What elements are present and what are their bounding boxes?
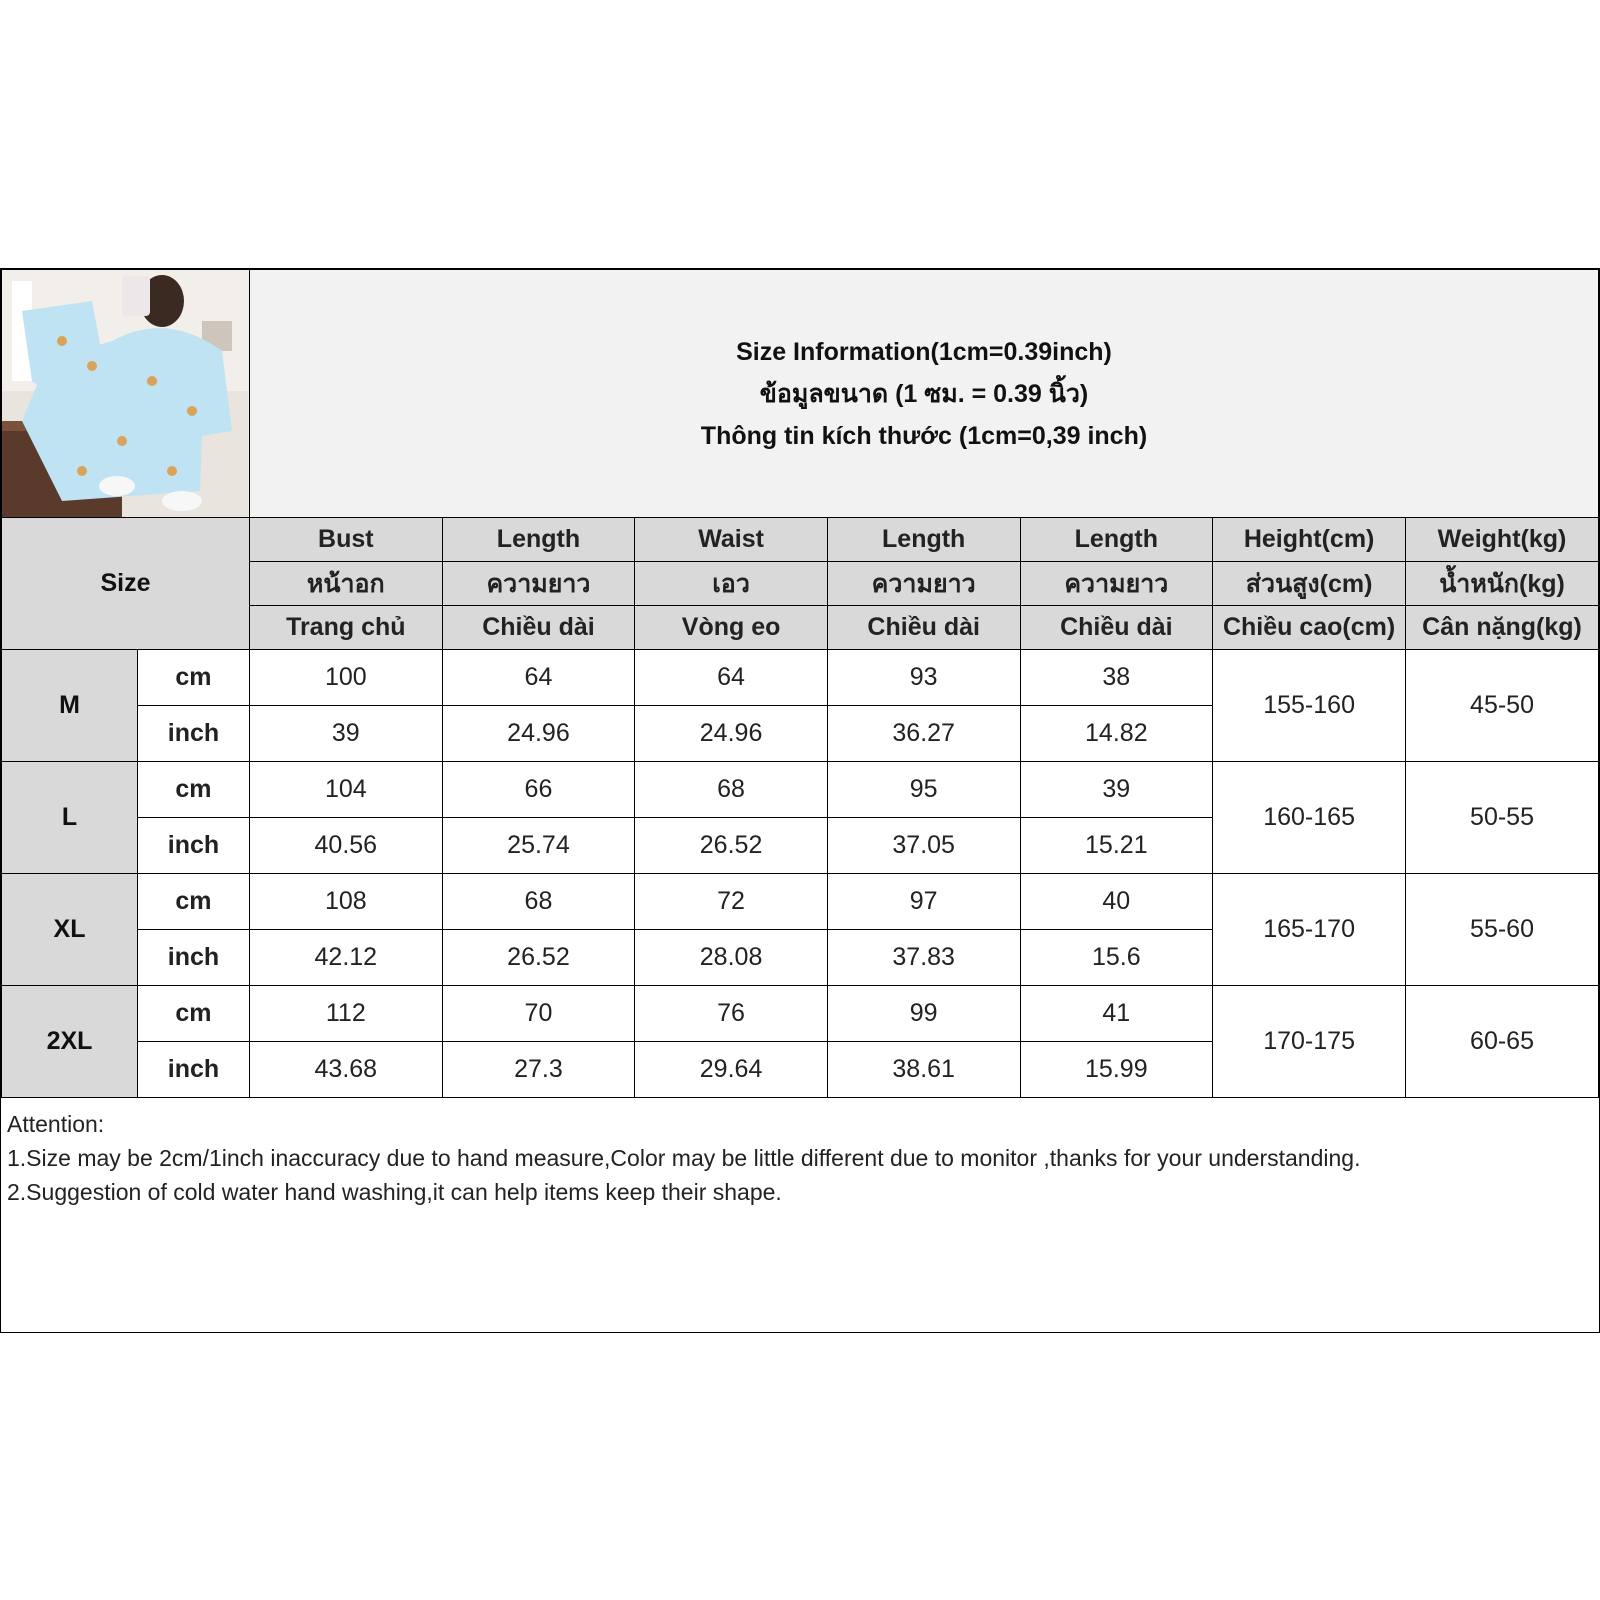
unit-label: inch [137,1042,249,1098]
col-length2-en: Length [827,518,1020,562]
col-length1-en: Length [442,518,635,562]
cell-value: 15.99 [1020,1042,1213,1098]
col-height-th: ส่วนสูง(cm) [1213,562,1406,606]
cell-value: 28.08 [635,930,828,986]
col-weight-th: น้ำหนัก(kg) [1406,562,1599,606]
cell-value: 64 [442,650,635,706]
col-bust-en: Bust [249,518,442,562]
col-waist-vi: Vòng eo [635,606,828,650]
col-length1-vi: Chiều dài [442,606,635,650]
col-weight-en: Weight(kg) [1406,518,1599,562]
size-chart-sheet [0,268,1600,1333]
model-photo-image [2,271,248,517]
unit-label: cm [137,986,249,1042]
table-row [2,986,1599,1042]
cell-value: 104 [249,762,442,818]
cell-value: 97 [827,874,1020,930]
unit-label: cm [137,874,249,930]
cell-value: 43.68 [249,1042,442,1098]
title-vietnamese: Thông tin kích thước (1cm=0,39 inch) [700,421,1148,450]
cell-value: 108 [249,874,442,930]
size-name: L [2,762,138,874]
cell-value: 40 [1020,874,1213,930]
cell-value: 100 [249,650,442,706]
col-length3-en: Length [1020,518,1213,562]
height-range: 155-160 [1213,650,1406,762]
unit-label: inch [137,930,249,986]
cell-value: 36.27 [827,706,1020,762]
cell-value: 26.52 [635,818,828,874]
cell-value: 40.56 [249,818,442,874]
cell-value: 27.3 [442,1042,635,1098]
cell-value: 72 [635,874,828,930]
size-name: M [2,650,138,762]
cell-value: 66 [442,762,635,818]
size-name: XL [2,874,138,986]
col-length3-th: ความยาว [1020,562,1213,606]
unit-label: inch [137,818,249,874]
cell-value: 29.64 [635,1042,828,1098]
height-range: 165-170 [1213,874,1406,986]
col-height-vi: Chiều cao(cm) [1213,606,1406,650]
cell-value: 95 [827,762,1020,818]
cell-value: 38 [1020,650,1213,706]
height-range: 160-165 [1213,762,1406,874]
col-height-en: Height(cm) [1213,518,1406,562]
cell-value: 39 [249,706,442,762]
product-photo [2,270,250,518]
attention-notes [7,1107,1587,1209]
cell-value: 15.21 [1020,818,1213,874]
weight-range: 55-60 [1406,874,1599,986]
col-length1-th: ความยาว [442,562,635,606]
col-length3-vi: Chiều dài [1020,606,1213,650]
cell-value: 24.96 [442,706,635,762]
col-length2-th: ความยาว [827,562,1020,606]
table-row [2,874,1599,930]
col-waist-en: Waist [635,518,828,562]
col-length2-vi: Chiều dài [827,606,1020,650]
cell-value: 68 [442,874,635,930]
table-row [2,762,1599,818]
cell-value: 15.6 [1020,930,1213,986]
weight-range: 50-55 [1406,762,1599,874]
col-waist-th: เอว [635,562,828,606]
cell-value: 70 [442,986,635,1042]
height-range: 170-175 [1213,986,1406,1098]
cell-value: 24.96 [635,706,828,762]
cell-value: 37.05 [827,818,1020,874]
cell-value: 38.61 [827,1042,1020,1098]
title-thai: ข้อมูลขนาด (1 ซม. = 0.39 นิ้ว) [759,379,1089,408]
size-name: 2XL [2,986,138,1098]
cell-value: 42.12 [249,930,442,986]
weight-range: 60-65 [1406,986,1599,1098]
title-english: Size Information(1cm=0.39inch) [736,337,1112,366]
cell-value: 26.52 [442,930,635,986]
table-row [2,650,1599,706]
cell-value: 99 [827,986,1020,1042]
cell-value: 25.74 [442,818,635,874]
cell-value: 41 [1020,986,1213,1042]
cell-value: 76 [635,986,828,1042]
size-header: Size [2,518,250,650]
attention-title: Attention: [7,1111,105,1137]
col-weight-vi: Cân nặng(kg) [1406,606,1599,650]
cell-value: 39 [1020,762,1213,818]
cell-value: 14.82 [1020,706,1213,762]
weight-range: 45-50 [1406,650,1599,762]
attention-note-2: 2.Suggestion of cold water hand washing,it can help items keep their shape. [7,1179,782,1205]
unit-label: cm [137,762,249,818]
cell-value: 64 [635,650,828,706]
col-bust-vi: Trang chủ [249,606,442,650]
cell-value: 68 [635,762,828,818]
cell-value: 93 [827,650,1020,706]
unit-label: inch [137,706,249,762]
col-bust-th: หน้าอก [249,562,442,606]
size-chart-table [1,269,1599,1098]
size-information-title [249,270,1598,518]
cell-value: 112 [249,986,442,1042]
cell-value: 37.83 [827,930,1020,986]
unit-label: cm [137,650,249,706]
attention-note-1: 1.Size may be 2cm/1inch inaccuracy due to hand measure,Color may be little different due to monitor ,thanks for your understanding. [7,1145,1361,1171]
